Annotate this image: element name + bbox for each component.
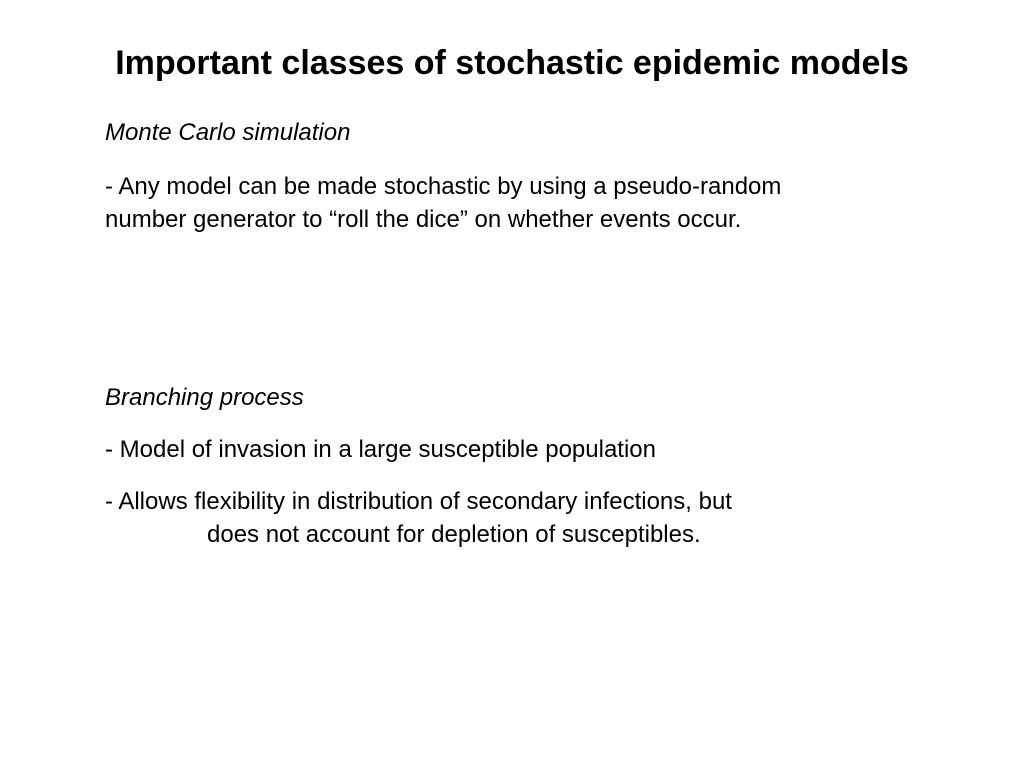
section-heading-monte-carlo: Monte Carlo simulation — [105, 119, 351, 146]
bullet-line: - Any model can be made stochastic by using a pseudo-random — [105, 173, 782, 200]
slide-title: Important classes of stochastic epidemic models — [115, 44, 909, 82]
bullet-monte-carlo-stochastic — [105, 170, 935, 236]
bullet-model-of-invasion — [105, 433, 935, 466]
bullet-line: - Model of invasion in a large susceptible population — [105, 436, 657, 463]
bullet-flexibility-secondary-infections — [105, 485, 935, 551]
section-heading-branching-process: Branching process — [105, 384, 304, 411]
bullet-line-indented: does not account for depletion of susceptibles. — [207, 521, 701, 548]
bullet-line: number generator to “roll the dice” on whether events occur. — [105, 206, 742, 233]
bullet-line: - Allows flexibility in distribution of secondary infections, but — [105, 488, 732, 515]
